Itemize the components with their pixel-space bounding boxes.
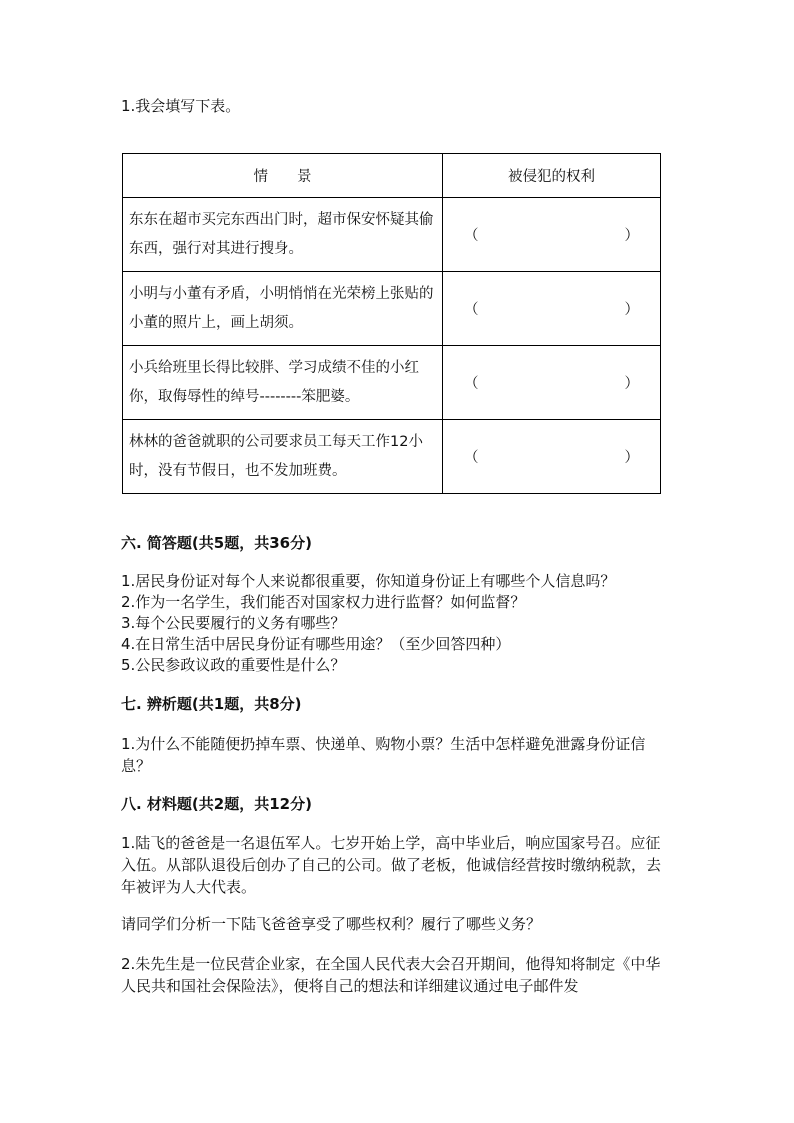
question-item: 5.公民参政议政的重要性是什么？ — [121, 656, 346, 674]
material-paragraph-2: 2.朱先生是一位民营企业家，在全国人民代表大会召开期间，他得知将制定《中华人民共和国社会保险法》，便将自己的想法和详细建议通过电子邮件发 — [121, 955, 661, 995]
question-item: 1.居民身份证对每个人来说都很重要，你知道身份证上有哪些个人信息吗？ — [121, 572, 616, 590]
scenario-cell: 小明与小董有矛盾，小明悄悄在光荣榜上张贴的小董的照片上，画上胡须。 — [123, 272, 443, 346]
section-seven-title: 七. 辨析题(共1题，共8分) — [121, 695, 302, 713]
table-row — [123, 272, 661, 346]
answer-cell — [443, 346, 661, 420]
scenario-cell: 东东在超市买完东西出门时，超市保安怀疑其偷东西，强行对其进行搜身。 — [123, 198, 443, 272]
close-paren: ） — [624, 302, 639, 318]
rights-table — [122, 153, 661, 494]
section-seven-questions — [121, 733, 666, 777]
section-six-title: 六. 简答题(共5题，共36分) — [121, 534, 312, 552]
scenario-cell: 小兵给班里长得比较胖、学习成绩不佳的小红你，取侮辱性的绰号--------笨肥婆。 — [123, 346, 443, 420]
answer-cell — [443, 420, 661, 494]
question-item: 2.作为一名学生，我们能否对国家权力进行监督？如何监督？ — [121, 593, 526, 611]
question-item: 3.每个公民要履行的义务有哪些？ — [121, 614, 346, 632]
question-intro: 1.我会填写下表。 — [121, 97, 241, 115]
open-paren: （ — [464, 376, 479, 392]
header-violated-right: 被侵犯的权利 — [443, 154, 661, 198]
close-paren: ） — [624, 228, 639, 244]
table-row — [123, 420, 661, 494]
open-paren: （ — [464, 302, 479, 318]
scenario-cell: 林林的爸爸就职的公司要求员工每天工作12小时，没有节假日，也不发加班费。 — [123, 420, 443, 494]
material-question: 请同学们分析一下陆飞爸爸享受了哪些权利？履行了哪些义务？ — [121, 915, 542, 933]
section-eight-title: 八. 材料题(共2题，共12分) — [121, 795, 312, 813]
answer-cell — [443, 198, 661, 272]
header-scenario: 情 景 — [123, 154, 443, 198]
close-paren: ） — [624, 376, 639, 392]
section-six-questions — [121, 571, 666, 676]
close-paren: ） — [624, 450, 639, 466]
answer-cell — [443, 272, 661, 346]
open-paren: （ — [464, 450, 479, 466]
table-row — [123, 198, 661, 272]
open-paren: （ — [464, 228, 479, 244]
material-paragraph-1: 1.陆飞的爸爸是一名退伍军人。七岁开始上学，高中毕业后，响应国家号召。应征入伍。从部队退役后创办了自己的公司。做了老板，他诚信经营按时缴纳税款，去年被评为人大代表。 — [121, 834, 662, 896]
table-header-row — [123, 154, 661, 198]
question-item: 4.在日常生活中居民身份证有哪些用途？（至少回答四种） — [121, 635, 511, 653]
table-row — [123, 346, 661, 420]
question-item: 1.为什么不能随便扔掉车票、快递单、购物小票？生活中怎样避免泄露身份证信息？ — [121, 735, 646, 775]
